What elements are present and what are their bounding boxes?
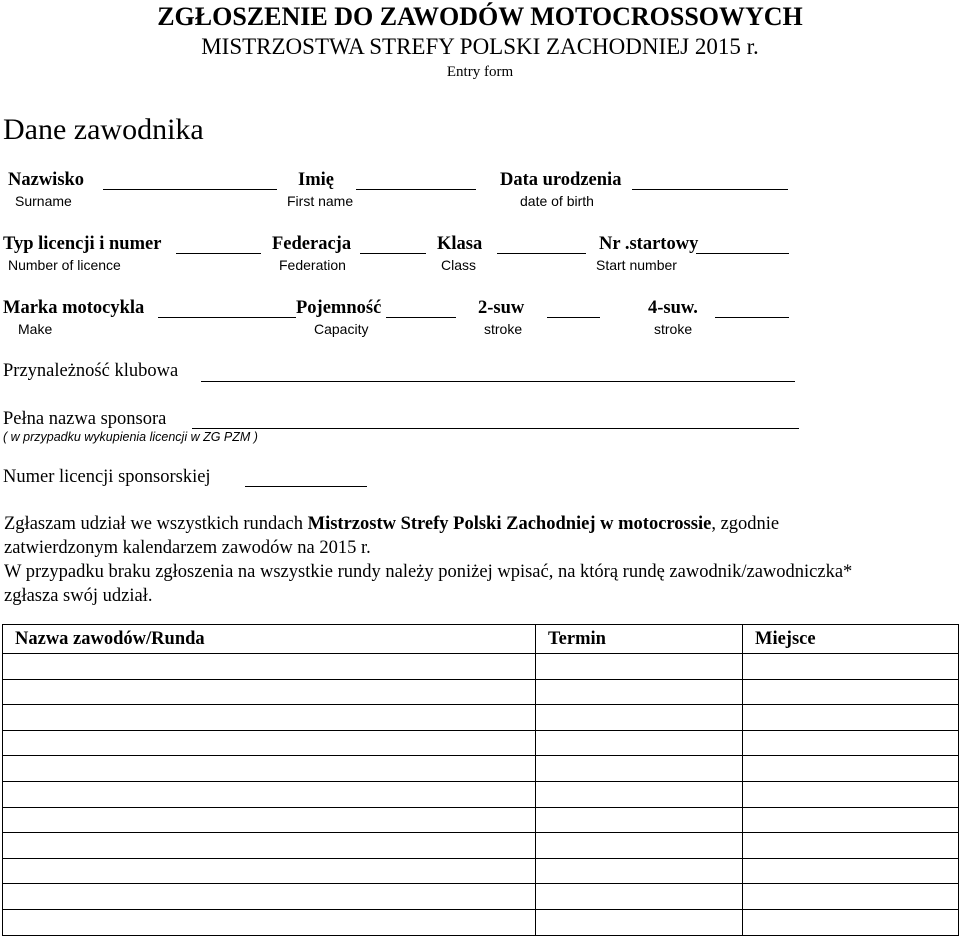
- dob-label: Data urodzenia: [500, 170, 622, 190]
- place-cell[interactable]: [743, 833, 959, 859]
- rounds-table-body: [3, 654, 959, 936]
- round-cell[interactable]: [3, 730, 536, 756]
- table-row: [3, 756, 959, 782]
- declaration-text-a: Zgłaszam udział we wszystkich rundach: [4, 514, 308, 534]
- first-name-field[interactable]: [356, 189, 476, 190]
- section-title: Dane zawodnika: [3, 113, 204, 146]
- licence-sublabel: Number of licence: [8, 257, 121, 273]
- federation-field[interactable]: [360, 253, 426, 254]
- round-cell[interactable]: [3, 909, 536, 935]
- class-field[interactable]: [497, 253, 586, 254]
- surname-field[interactable]: [103, 189, 277, 190]
- sponsor-note: ( w przypadku wykupienia licencji w ZG PZM ): [3, 430, 258, 444]
- start-number-label: Nr .startowy: [599, 234, 699, 254]
- sponsor-label: Pełna nazwa sponsora: [3, 409, 167, 429]
- table-row: [3, 781, 959, 807]
- table-row: [3, 858, 959, 884]
- declaration-line-4: zgłasza swój udział.: [4, 586, 153, 606]
- date-cell[interactable]: [536, 730, 743, 756]
- column-header-date: Termin: [536, 625, 743, 654]
- round-cell[interactable]: [3, 781, 536, 807]
- column-header-round: Nazwa zawodów/Runda: [3, 625, 536, 654]
- table-row: [3, 807, 959, 833]
- place-cell[interactable]: [743, 654, 959, 680]
- surname-sublabel: Surname: [15, 193, 72, 209]
- sponsor-field[interactable]: [192, 428, 799, 429]
- date-cell[interactable]: [536, 756, 743, 782]
- table-row: [3, 654, 959, 680]
- declaration-text-c: , zgodnie: [711, 514, 780, 534]
- first-name-label: Imię: [298, 170, 334, 190]
- place-cell[interactable]: [743, 730, 959, 756]
- table-row: [3, 909, 959, 935]
- place-cell[interactable]: [743, 705, 959, 731]
- start-number-sublabel: Start number: [596, 257, 677, 273]
- four-stroke-field[interactable]: [715, 317, 789, 318]
- licence-label: Typ licencji i numer: [3, 234, 162, 254]
- date-cell[interactable]: [536, 781, 743, 807]
- make-field[interactable]: [158, 317, 296, 318]
- round-cell[interactable]: [3, 756, 536, 782]
- place-cell[interactable]: [743, 781, 959, 807]
- class-sublabel: Class: [441, 257, 477, 273]
- four-stroke-sublabel: stroke: [654, 321, 693, 337]
- first-name-sublabel: First name: [287, 193, 354, 209]
- place-cell[interactable]: [743, 884, 959, 910]
- table-row: [3, 884, 959, 910]
- start-number-field[interactable]: [696, 253, 789, 254]
- two-stroke-label: 2-suw: [478, 298, 525, 318]
- sponsor-licence-field[interactable]: [245, 486, 367, 487]
- declaration-line-1: [4, 512, 954, 536]
- date-cell[interactable]: [536, 884, 743, 910]
- declaration-line-3: W przypadku braku zgłoszenia na wszystkie rundy należy poniżej wpisać, na którą rundę zawodnik/zawodniczka*: [4, 562, 853, 582]
- class-label: Klasa: [437, 234, 483, 254]
- place-cell[interactable]: [743, 807, 959, 833]
- sponsor-licence-label: Numer licencji sponsorskiej: [3, 467, 211, 487]
- date-cell[interactable]: [536, 654, 743, 680]
- table-header-row: [3, 625, 959, 654]
- round-cell[interactable]: [3, 654, 536, 680]
- two-stroke-field[interactable]: [547, 317, 600, 318]
- entry-form-label: Entry form: [446, 64, 514, 80]
- table-row: [3, 679, 959, 705]
- date-cell[interactable]: [536, 833, 743, 859]
- four-stroke-label: 4-suw.: [648, 298, 698, 318]
- round-cell[interactable]: [3, 884, 536, 910]
- place-cell[interactable]: [743, 858, 959, 884]
- table-row: [3, 705, 959, 731]
- dob-field[interactable]: [632, 189, 788, 190]
- form-title: ZGŁOSZENIE DO ZAWODÓW MOTOCROSSOWYCH: [157, 2, 803, 31]
- licence-field[interactable]: [176, 253, 261, 254]
- place-cell[interactable]: [743, 756, 959, 782]
- two-stroke-sublabel: stroke: [484, 321, 523, 337]
- dob-sublabel: date of birth: [520, 193, 594, 209]
- championship-name: Mistrzostw Strefy Polski Zachodniej w motocrossie: [307, 514, 712, 534]
- column-header-place: Miejsce: [743, 625, 959, 654]
- capacity-label: Pojemność: [296, 298, 382, 318]
- make-sublabel: Make: [18, 321, 53, 337]
- federation-sublabel: Federation: [279, 257, 346, 273]
- round-cell[interactable]: [3, 858, 536, 884]
- date-cell[interactable]: [536, 807, 743, 833]
- rounds-table: [2, 624, 959, 936]
- place-cell[interactable]: [743, 909, 959, 935]
- surname-label: Nazwisko: [8, 170, 85, 190]
- capacity-sublabel: Capacity: [314, 321, 369, 337]
- declaration-line-2: zatwierdzonym kalendarzem zawodów na 2015 r.: [4, 538, 371, 558]
- place-cell[interactable]: [743, 679, 959, 705]
- date-cell[interactable]: [536, 858, 743, 884]
- table-row: [3, 730, 959, 756]
- date-cell[interactable]: [536, 909, 743, 935]
- round-cell[interactable]: [3, 705, 536, 731]
- round-cell[interactable]: [3, 807, 536, 833]
- date-cell[interactable]: [536, 705, 743, 731]
- club-field[interactable]: [201, 381, 795, 382]
- club-label: Przynależność klubowa: [3, 361, 179, 381]
- form-subtitle: MISTRZOSTWA STREFY POLSKI ZACHODNIEJ 2015 r.: [201, 34, 759, 59]
- round-cell[interactable]: [3, 833, 536, 859]
- capacity-field[interactable]: [386, 317, 456, 318]
- date-cell[interactable]: [536, 679, 743, 705]
- make-label: Marka motocykla: [3, 298, 145, 318]
- table-row: [3, 833, 959, 859]
- federation-label: Federacja: [272, 234, 352, 254]
- round-cell[interactable]: [3, 679, 536, 705]
